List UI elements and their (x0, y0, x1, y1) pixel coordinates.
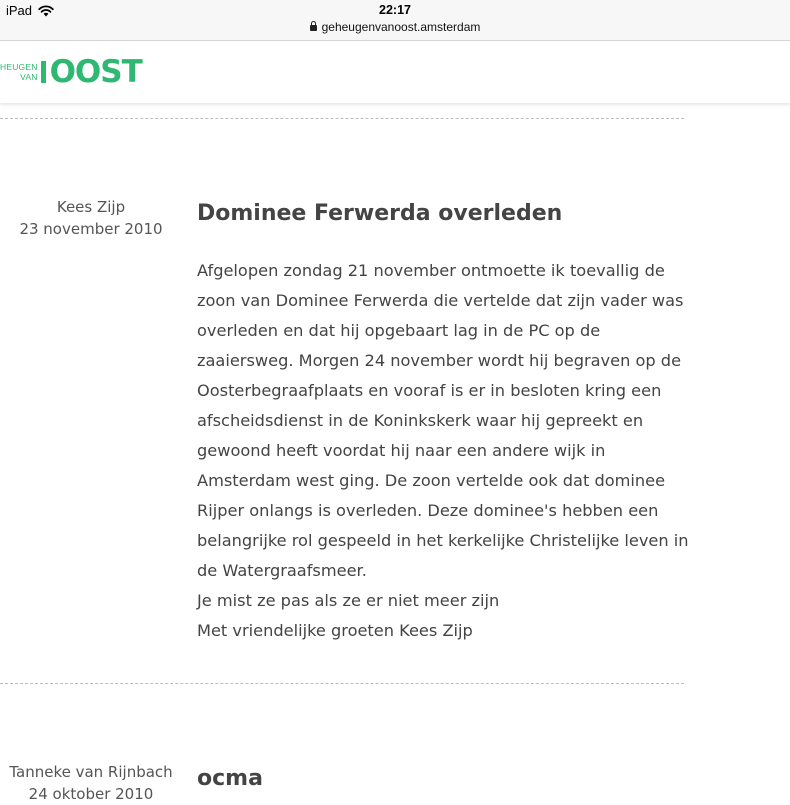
post-line: overleden en dat hij opgebaart lag in de PC op de (197, 321, 601, 340)
site-header (0, 41, 790, 103)
post-date: 23 november 2010 (19, 220, 163, 238)
post-line: belangrijke rol gespeeld in het kerkelijke Christelijke leven in (197, 531, 689, 550)
lock-icon (310, 25, 317, 31)
divider (0, 683, 684, 684)
post-line: Je mist ze pas als ze er niet meer zijn (197, 591, 500, 610)
post-line: gewoond heeft voordat hij naar een andere wijk in (197, 441, 606, 460)
post-meta (6, 761, 176, 805)
post-date: 24 oktober 2010 (28, 785, 154, 803)
post-line: afscheidsdienst in de Koninkskerk waar hij gepreekt en (197, 411, 644, 430)
post-author[interactable]: Tanneke van Rijnbach (9, 763, 173, 781)
post-line: Amsterdam west ging. De zoon vertelde ook dat dominee (197, 471, 666, 490)
status-bar (0, 0, 790, 41)
site-logo[interactable] (0, 52, 142, 92)
logo-bar (41, 61, 46, 83)
post-line: Oosterbegraafplaats en vooraf is er in besloten kring een (197, 381, 662, 400)
post-author[interactable]: Kees Zijp (56, 198, 126, 216)
post-line: Met vriendelijke groeten Kees Zijp (197, 621, 473, 640)
post-title[interactable]: ocma (197, 766, 263, 791)
post-body (197, 256, 697, 646)
post-line: zoon van Dominee Ferwerda die vertelde dat zijn vader was (197, 291, 684, 310)
post-line: zaaiersweg. Morgen 24 november wordt hij begraven op de (197, 351, 682, 370)
post-line: Afgelopen zondag 21 november ontmoette ik toevallig de (197, 261, 665, 280)
clock: 22:17 (379, 3, 411, 17)
url-text: geheugenvanoost.amsterdam (321, 20, 481, 34)
divider (0, 118, 684, 119)
logo-small-text: HEUGEN VAN (0, 62, 38, 82)
post-line: Rijper onlangs is overleden. Deze dominee's hebben een (197, 501, 659, 520)
post-line: de Watergraafsmeer. (197, 561, 367, 580)
post-title[interactable]: Dominee Ferwerda overleden (197, 201, 563, 226)
device-label: iPad (6, 3, 33, 18)
address-bar[interactable] (0, 20, 790, 34)
logo-wordmark: OOST (49, 54, 142, 90)
post-meta (6, 196, 176, 240)
